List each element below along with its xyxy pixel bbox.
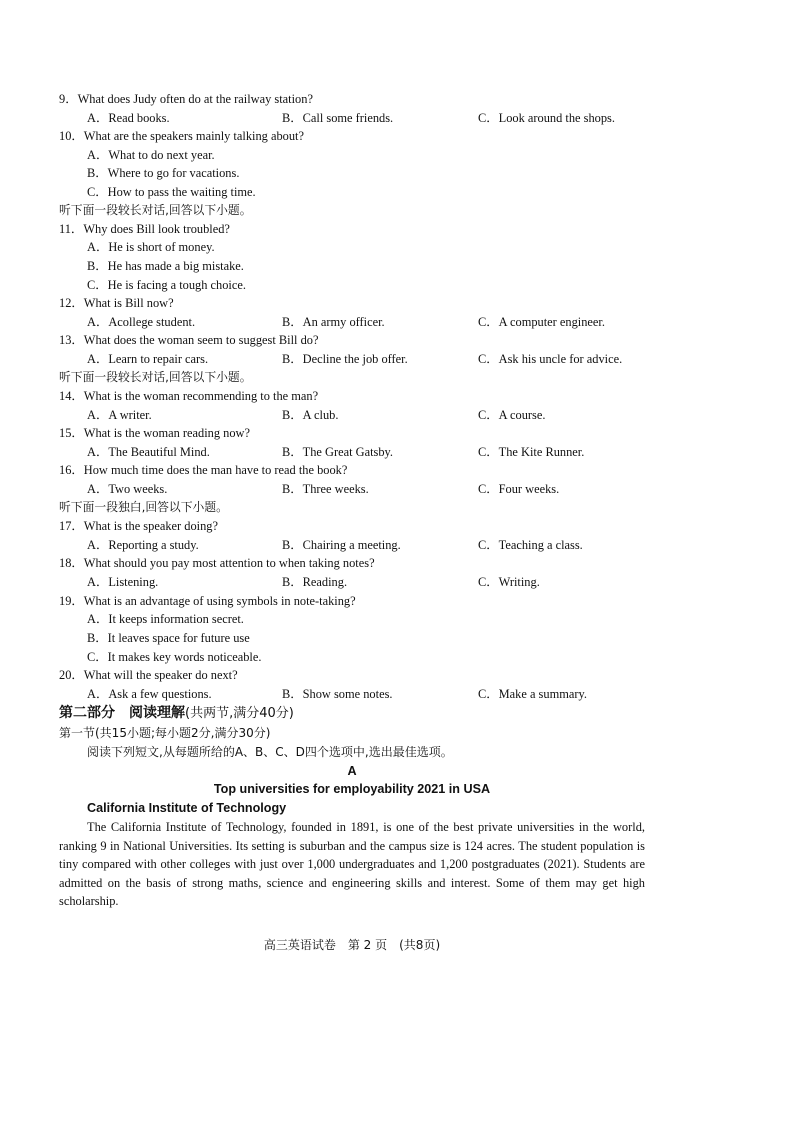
listening-instruction-2: 听下面一段较长对话,回答以下小题。 xyxy=(59,370,252,384)
question-17-option-b: B．Chairing a meeting. xyxy=(282,538,401,552)
question-18-stem: 18．What should you pay most attention to when taking notes? xyxy=(59,556,375,570)
question-17-option-a: A．Reporting a study. xyxy=(87,538,199,552)
question-14-option-c: C．A course. xyxy=(478,408,546,422)
question-20-stem: 20．What will the speaker do next? xyxy=(59,668,238,682)
part-two-heading xyxy=(59,704,294,723)
question-19-stem: 19．What is an advantage of using symbols in note-taking? xyxy=(59,594,356,608)
question-18-option-a: A．Listening. xyxy=(87,575,159,589)
listening-instruction-3: 听下面一段独白,回答以下小题。 xyxy=(59,500,228,514)
question-16-option-a: A．Two weeks. xyxy=(87,482,168,496)
question-13-option-c: C．Ask his uncle for advice. xyxy=(478,352,623,366)
question-9-stem: 9．What does Judy often do at the railway station? xyxy=(59,92,313,106)
university-heading: California Institute of Technology xyxy=(87,801,287,815)
listening-instruction-1: 听下面一段较长对话,回答以下小题。 xyxy=(59,203,252,217)
part-two-subtitle: (共两节,满分40分) xyxy=(185,706,294,721)
question-10-option-a: A．What to do next year. xyxy=(87,148,215,162)
question-19-option-a: A．It keeps information secret. xyxy=(87,612,244,626)
question-14-option-b: B．A club. xyxy=(282,408,339,422)
question-20-option-a: A．Ask a few questions. xyxy=(87,687,212,701)
question-11-option-b: B．He has made a big mistake. xyxy=(87,259,244,273)
question-19-option-c: C．It makes key words noticeable. xyxy=(87,650,262,664)
question-10-option-c: C．How to pass the waiting time. xyxy=(87,185,256,199)
question-13-option-b: B．Decline the job offer. xyxy=(282,352,408,366)
question-13-option-a: A．Learn to repair cars. xyxy=(87,352,209,366)
question-12-option-c: C．A computer engineer. xyxy=(478,315,605,329)
question-20-option-c: C．Make a summary. xyxy=(478,687,587,701)
question-15-option-a: A．The Beautiful Mind. xyxy=(87,445,210,459)
question-15-option-b: B．The Great Gatsby. xyxy=(282,445,394,459)
question-16-option-b: B．Three weeks. xyxy=(282,482,369,496)
question-13-stem: 13．What does the woman seem to suggest Bill do? xyxy=(59,333,319,347)
question-11-option-a: A．He is short of money. xyxy=(87,240,215,254)
question-11-option-c: C．He is facing a tough choice. xyxy=(87,278,246,292)
question-12-stem: 12．What is Bill now? xyxy=(59,296,174,310)
question-9-option-c: C．Look around the shops. xyxy=(478,111,615,125)
question-20-option-b: B．Show some notes. xyxy=(282,687,393,701)
question-16-option-c: C．Four weeks. xyxy=(478,482,560,496)
question-15-option-c: C．The Kite Runner. xyxy=(478,445,585,459)
passage-letter: A xyxy=(347,764,357,778)
page-footer: 高三英语试卷 第 2 页 (共8页) xyxy=(263,938,441,952)
passage-paragraph: The California Institute of Technology, founded in 1891, is one of the best private universities in the world, ranking 9 in National Universities. Its setting is suburban and the campus size is 124 acres. The student population is tiny compared with other colleges with just over 1,000 undergraduates and 1,200 postgraduates (2021). Students are admitted on the basis of strong maths, science and engineering skills and interest. Some of them may get high scholarship. xyxy=(59,820,645,909)
question-18-option-c: C．Writing. xyxy=(478,575,540,589)
question-19-option-b: B．It leaves space for future use xyxy=(87,631,250,645)
question-18-option-b: B．Reading. xyxy=(282,575,348,589)
question-12-option-a: A．Acollege student. xyxy=(87,315,196,329)
question-14-stem: 14．What is the woman recommending to the man? xyxy=(59,389,319,403)
question-9-option-b: B．Call some friends. xyxy=(282,111,394,125)
reading-instruction: 阅读下列短文,从每题所给的A、B、C、D四个选项中,选出最佳选项。 xyxy=(87,745,453,759)
question-11-stem: 11．Why does Bill look troubled? xyxy=(59,222,230,236)
question-17-stem: 17．What is the speaker doing? xyxy=(59,519,218,533)
question-10-option-b: B．Where to go for vacations. xyxy=(87,166,240,180)
question-14-option-a: A．A writer. xyxy=(87,408,152,422)
part-two-title: 第二部分 阅读理解 xyxy=(59,705,185,721)
question-9-option-a: A．Read books. xyxy=(87,111,170,125)
question-17-option-c: C．Teaching a class. xyxy=(478,538,583,552)
question-10-stem: 10．What are the speakers mainly talking about? xyxy=(59,129,304,143)
question-16-stem: 16．How much time does the man have to read the book? xyxy=(59,463,348,477)
question-12-option-b: B．An army officer. xyxy=(282,315,385,329)
question-15-stem: 15．What is the woman reading now? xyxy=(59,426,250,440)
section-one-heading: 第一节(共15小题;每小题2分,满分30分) xyxy=(59,726,271,740)
passage-title: Top universities for employability 2021 in USA xyxy=(213,782,491,796)
